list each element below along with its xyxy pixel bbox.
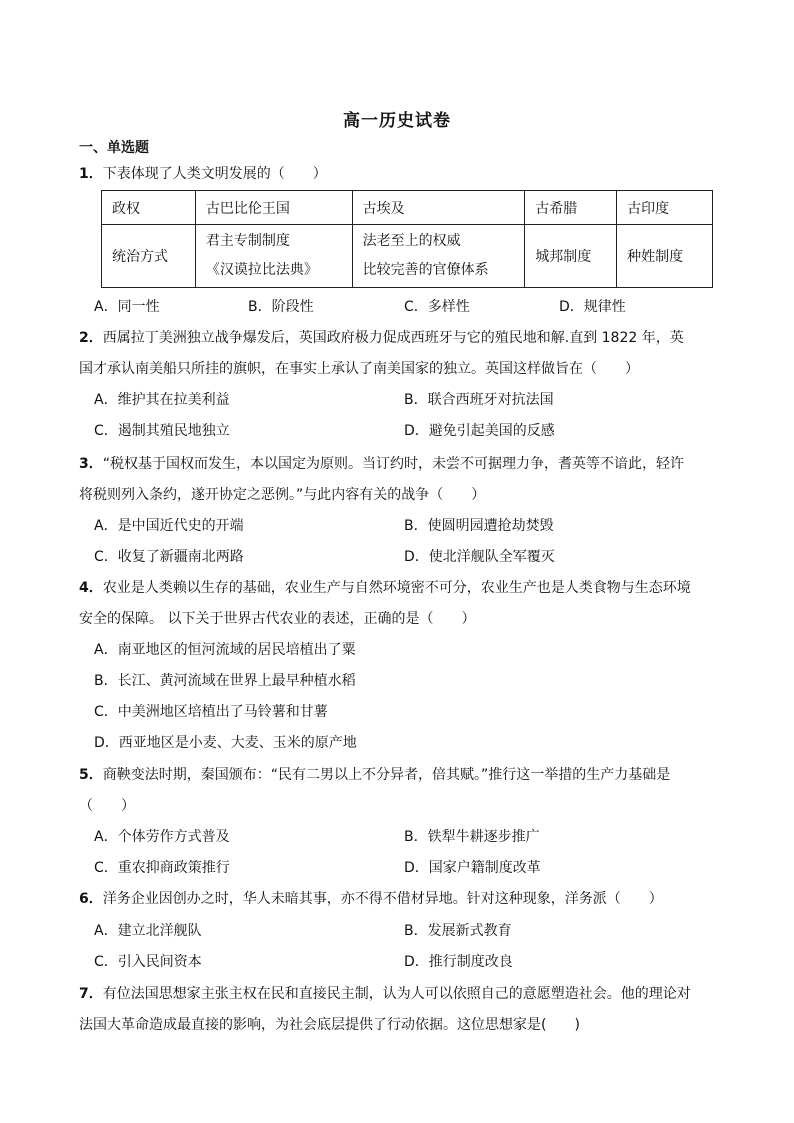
section-heading: 一、单选题 [79, 140, 149, 156]
option-a: A．个体劳作方式普及 [94, 829, 230, 845]
option-d: D．西亚地区是小麦、大麦、玉米的原产地 [94, 735, 357, 751]
option-d: D．避免引起美国的反感 [404, 423, 555, 439]
question-text: 农业是人类赖以生存的基础，农业生产与自然环境密不可分，农业生产也是人类食物与生态环境 [102, 580, 691, 596]
question-text-continued: 安全的保障。 以下关于世界古代农业的表述，正确的是（ ） [79, 611, 476, 627]
cell-line: 法老至上的权威 [362, 233, 461, 249]
option-d: D．使北洋舰队全军覆灭 [404, 549, 555, 565]
question-1 [79, 164, 327, 184]
option-a: A．维护其在拉美利益 [94, 392, 230, 408]
question-3 [79, 454, 684, 474]
civilization-table [101, 190, 713, 288]
cell-line: 君主专制制度 [205, 233, 290, 249]
option-d: D．国家户籍制度改革 [404, 860, 541, 876]
question-number: 5． [79, 767, 103, 783]
option-a: A．南亚地区的恒河流域的居民培植出了粟 [94, 642, 356, 658]
table-header-cell: 古埃及 [352, 191, 525, 225]
table-cell-babylon [195, 225, 352, 288]
table-header-cell: 政权 [102, 191, 196, 225]
question-text-continued: 国才承认南美船只所挂的旗帜，在事实上承认了南美国家的独立。英国这样做旨在（ ） [79, 361, 639, 377]
option-a: A．是中国近代史的开端 [94, 518, 244, 534]
question-text-continued: （ ） [79, 798, 135, 814]
table-row [102, 191, 713, 225]
question-number: 4． [79, 580, 103, 596]
option-c: C．重农抑商政策推行 [94, 860, 230, 876]
question-text: 洋务企业因创办之时，华人未暗其事，亦不得不借材异地。针对这种现象，洋务派（ ） [102, 891, 663, 907]
option-d: D．推行制度改良 [404, 954, 513, 970]
question-6 [79, 889, 663, 909]
question-number: 2． [79, 330, 103, 346]
question-number: 1． [79, 166, 103, 182]
question-number: 6． [79, 891, 103, 907]
option-c: C．中美洲地区培植出了马铃薯和甘薯 [94, 704, 328, 720]
table-row-label: 统治方式 [102, 225, 196, 288]
question-text: 有位法国思想家主张主权在民和直接民主制，认为人可以依照自己的意愿塑造社会。他的理论对 [102, 986, 691, 1002]
question-text: 西属拉丁美洲独立战争爆发后，英国政府极力促成西班牙与它的殖民地和解.直到 1822 年，英 [102, 330, 684, 346]
option-d: D．规律性 [559, 299, 626, 315]
question-number: 3． [79, 456, 103, 472]
table-cell-greece: 城邦制度 [525, 225, 617, 288]
exam-title: 高一历史试卷 [343, 111, 451, 131]
question-text: “税权基于国权而发生，本以国定为原则。当订约时，未尝不可据理力争，耆英等不谙此，轻许 [102, 456, 685, 472]
option-a: A．同一性 [94, 299, 160, 315]
table-row [102, 225, 713, 288]
cell-line: 《汉谟拉比法典》 [205, 262, 318, 278]
option-c: C．收复了新疆南北两路 [94, 549, 244, 565]
option-b: B．使圆明园遭抢劫焚毁 [404, 518, 554, 534]
question-text: 商鞅变法时期，秦国颁布：“民有二男以上不分异者，倍其赋。”推行这一举措的生产力基础是 [102, 767, 671, 783]
table-cell-india: 种姓制度 [617, 225, 713, 288]
option-b: B．阶段性 [248, 299, 314, 315]
question-number: 7． [79, 986, 103, 1002]
question-7 [79, 984, 691, 1004]
table-cell-egypt [352, 225, 525, 288]
question-text: 下表体现了人类文明发展的（ ） [102, 166, 327, 182]
option-a: A．建立北洋舰队 [94, 923, 202, 939]
option-c: C．多样性 [404, 299, 470, 315]
option-b: B．联合西班牙对抗法国 [404, 392, 554, 408]
option-b: B．发展新式教育 [404, 923, 512, 939]
question-5 [79, 765, 670, 785]
question-4 [79, 578, 691, 598]
question-text-continued: 法国大革命造成最直接的影响，为社会底层提供了行动依据。这位思想家是( ) [79, 1017, 580, 1033]
table-header-cell: 古希腊 [525, 191, 617, 225]
option-c: C．引入民间资本 [94, 954, 202, 970]
question-text-continued: 将税则列入条约，遂开协定之恶例。”与此内容有关的战争（ ） [79, 487, 486, 503]
cell-line: 比较完善的官僚体系 [362, 262, 489, 278]
option-c: C．遏制其殖民地独立 [94, 423, 230, 439]
question-2 [79, 328, 684, 348]
table-header-cell: 古巴比伦王国 [195, 191, 352, 225]
option-b: B．铁犁牛耕逐步推广 [404, 829, 540, 845]
table-header-cell: 古印度 [617, 191, 713, 225]
option-b: B．长江、黄河流域在世界上最早种植水稻 [94, 673, 356, 689]
